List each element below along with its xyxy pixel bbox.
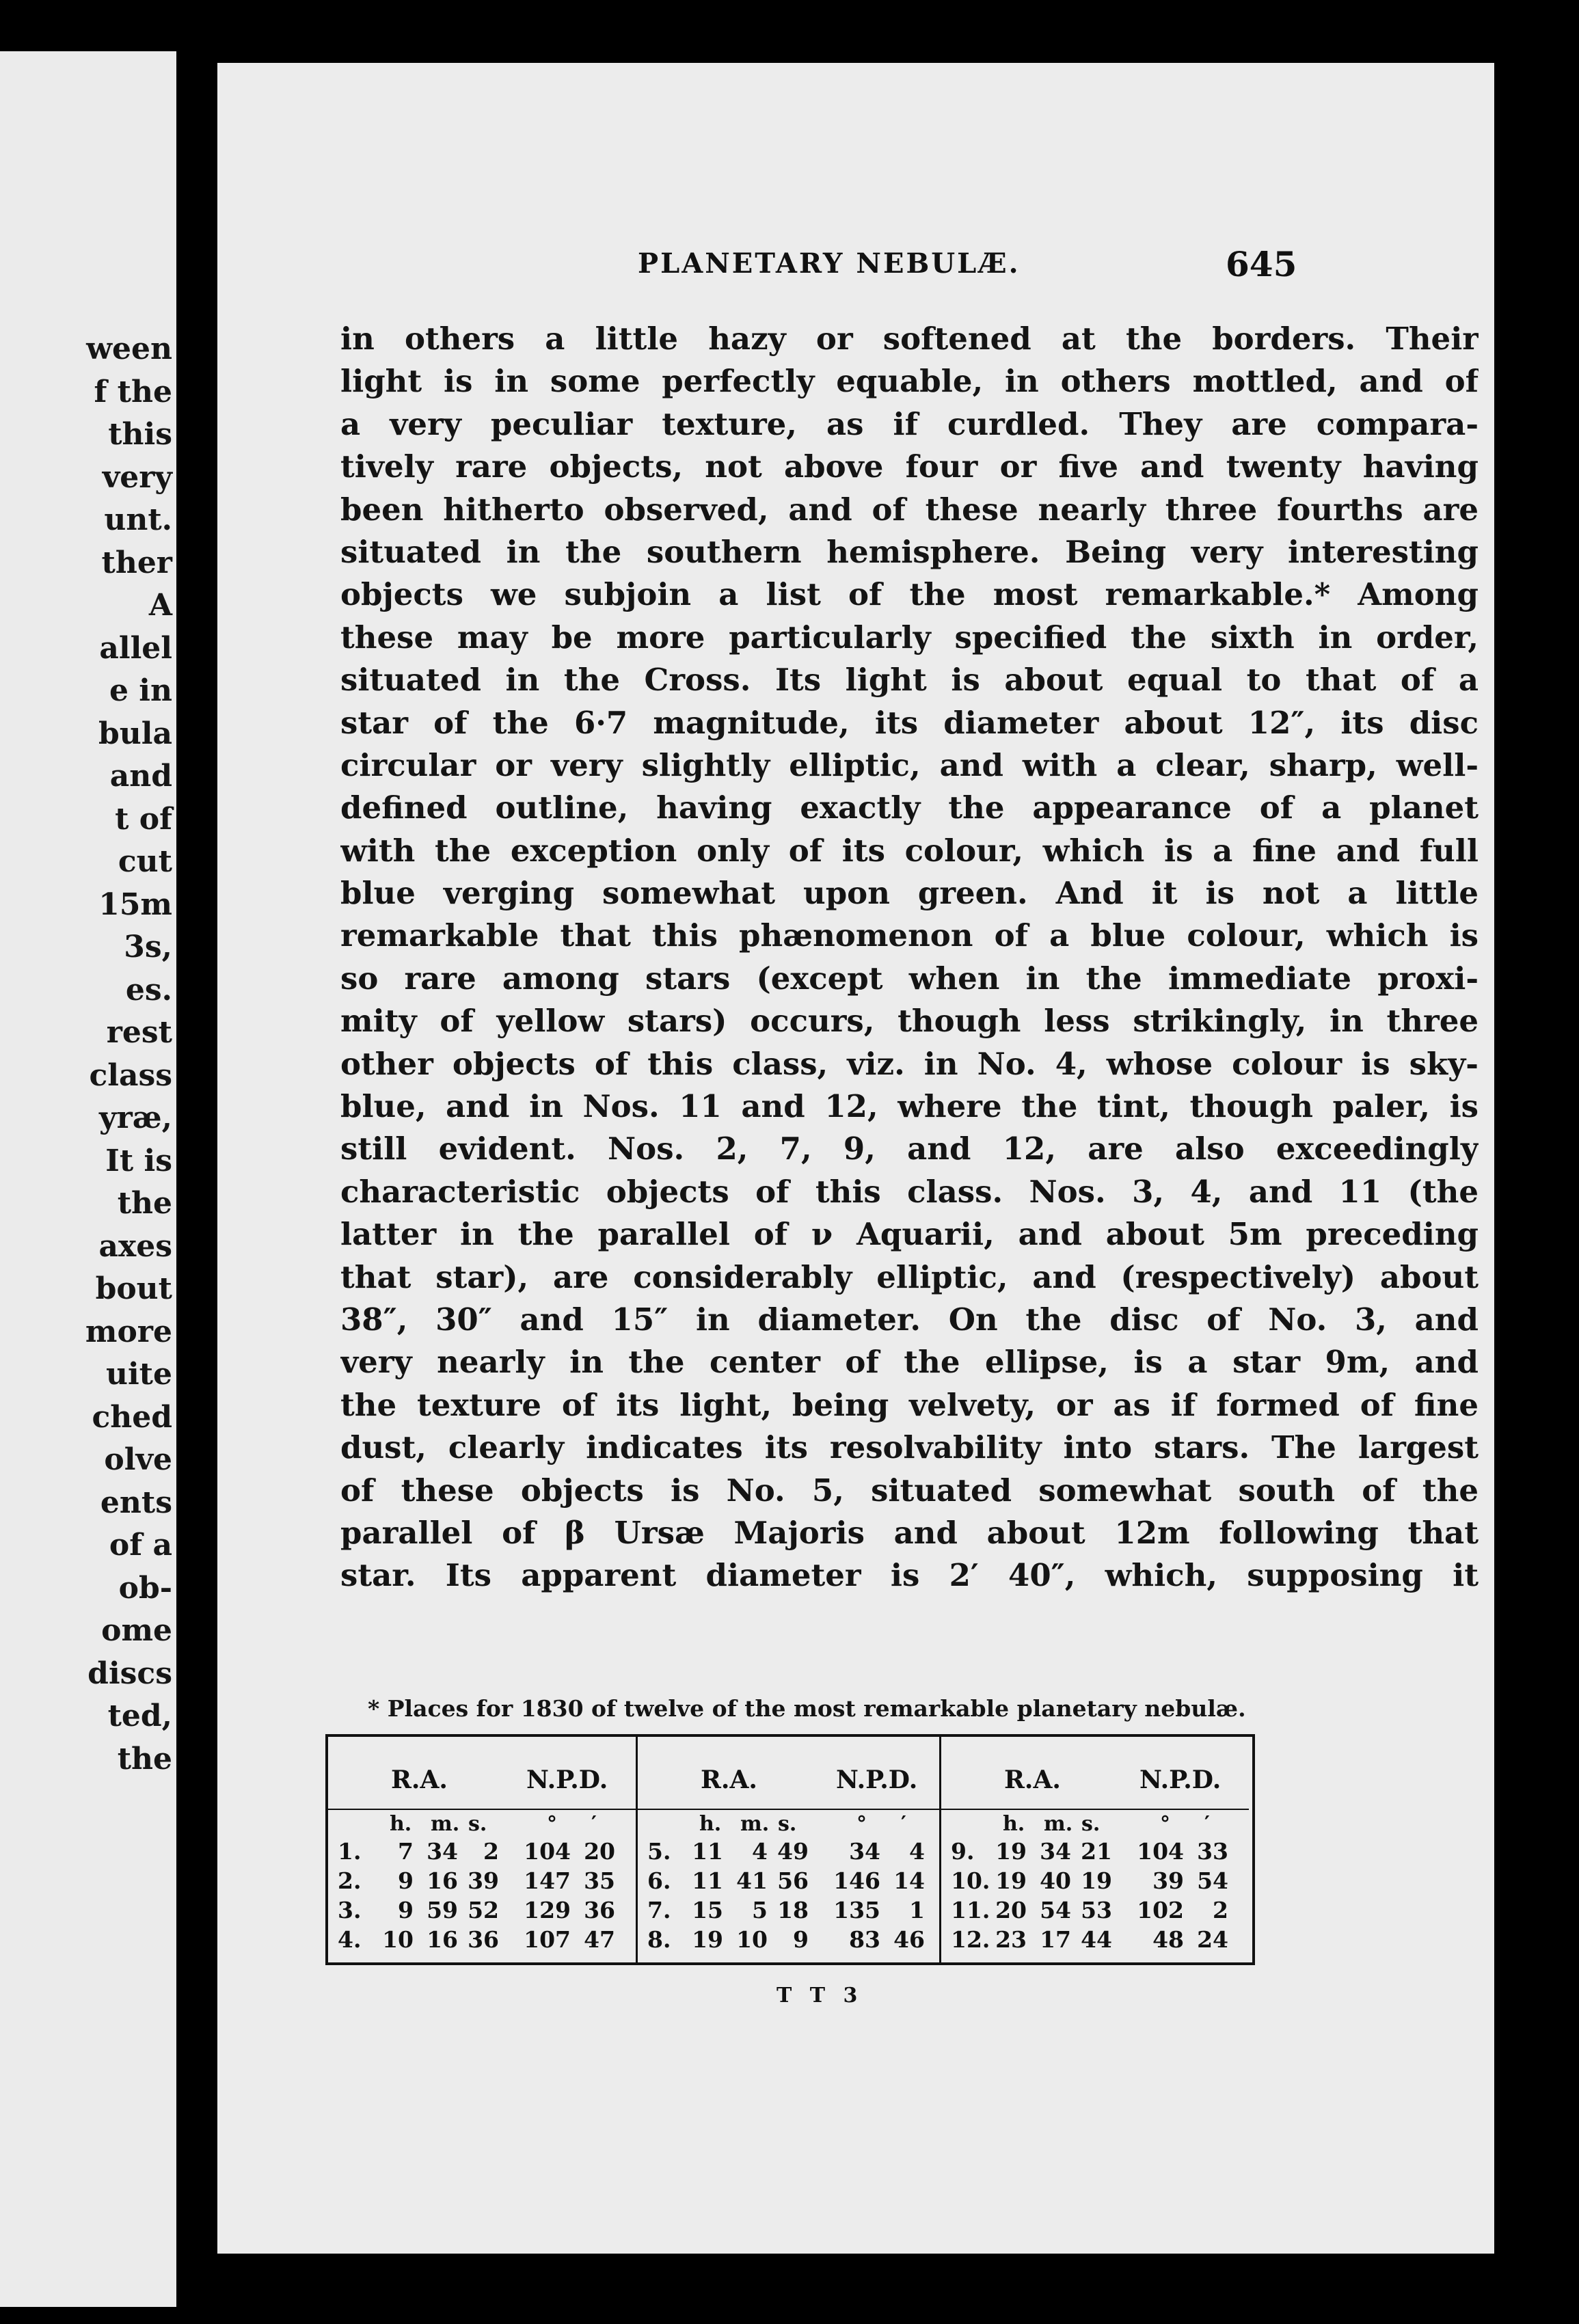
row-number: 6. (647, 1867, 671, 1894)
text-line: circular or very slightly elliptic, and with a clear, sharp, well- (340, 746, 1479, 783)
facing-page-text: bula (98, 716, 172, 751)
text-line: been hitherto observed, and of these nearly three fourths are (340, 491, 1479, 528)
facing-page-text: ched (92, 1399, 172, 1435)
text-line: that star), are considerably elliptic, and (respectively) about (340, 1258, 1479, 1295)
row-number: 2. (338, 1867, 362, 1894)
facing-page-text: rest (106, 1015, 172, 1050)
text-line: mity of yellow stars) occurs, though less strikingly, in three (340, 1003, 1479, 1040)
text-line: with the exception only of its colour, which is a fine and full (340, 832, 1479, 869)
header-npd: N.P.D. (836, 1766, 918, 1794)
footnote: * Places for 1830 of twelve of the most remarkable planetary nebulæ. (368, 1695, 1246, 1722)
facing-page-text: yræ, (99, 1100, 172, 1135)
ra-seconds: 9 (793, 1926, 809, 1953)
header-ra: R.A. (391, 1766, 448, 1794)
row-number: 11. (951, 1897, 990, 1923)
ra-minutes: 16 (427, 1926, 458, 1953)
ra-minutes: 17 (1040, 1926, 1071, 1953)
text-line: parallel of β Ursæ Majoris and about 12m following that (340, 1514, 1479, 1551)
header-ra: R.A. (701, 1766, 757, 1794)
npd-degrees: 39 (1152, 1867, 1184, 1894)
facing-page-text: ents (100, 1485, 172, 1520)
unit-arcmin: ′ (591, 1812, 597, 1836)
npd-degrees: 147 (524, 1867, 571, 1894)
facing-page-text: the (117, 1741, 172, 1776)
row-number: 4. (338, 1926, 362, 1953)
header-ra: R.A. (1004, 1766, 1061, 1794)
table-units-row (638, 1812, 941, 1837)
ra-minutes: 5 (752, 1897, 768, 1923)
table-units-row (941, 1812, 1249, 1837)
text-line: star of the 6·7 magnitude, its diameter about 12″, its disc (340, 704, 1479, 741)
table-header (941, 1737, 1249, 1810)
facing-page-fragment (0, 51, 176, 2307)
text-line: 38″, 30″ and 15″ in diameter. On the disc of No. 3, and (340, 1301, 1479, 1338)
unit-seconds: s. (778, 1812, 797, 1836)
facing-page-text: bout (95, 1271, 172, 1306)
npd-arcmin: 54 (1197, 1867, 1228, 1894)
row-number: 12. (951, 1926, 990, 1953)
facing-page-text: the (117, 1186, 172, 1221)
npd-arcmin: 4 (909, 1838, 925, 1865)
facing-page-text: ome (101, 1613, 172, 1648)
nebulae-table (325, 1734, 1255, 1965)
row-number: 10. (951, 1867, 990, 1894)
ra-hours: 9 (398, 1897, 414, 1923)
table-row (328, 1897, 636, 1926)
text-line: objects we subjoin a list of the most remarkable.* Among (340, 576, 1479, 613)
facing-page-text: 15m (98, 887, 172, 922)
table-header (638, 1737, 941, 1810)
ra-hours: 23 (995, 1926, 1027, 1953)
unit-arcmin: ′ (901, 1812, 906, 1836)
row-number: 5. (647, 1838, 671, 1865)
page-number: 645 (1226, 244, 1297, 284)
unit-hours: h. (1003, 1812, 1025, 1836)
npd-arcmin: 35 (584, 1867, 615, 1894)
table-row (941, 1838, 1249, 1867)
text-line: the texture of its light, being velvety, or as if formed of fine (340, 1386, 1479, 1423)
table-row (638, 1838, 941, 1867)
text-line: light is in some perfectly equable, in others mottled, and of (340, 363, 1479, 400)
npd-arcmin: 33 (1197, 1838, 1228, 1865)
npd-arcmin: 24 (1197, 1926, 1228, 1953)
ra-hours: 7 (398, 1838, 414, 1865)
ra-hours: 10 (382, 1926, 414, 1953)
facing-page-text: very (102, 459, 172, 495)
table-row (328, 1867, 636, 1897)
npd-arcmin: 14 (893, 1867, 925, 1894)
npd-degrees: 129 (524, 1897, 571, 1923)
ra-hours: 9 (398, 1867, 414, 1894)
row-number: 8. (647, 1926, 671, 1953)
text-line: tively rare objects, not above four or five and twenty having (340, 448, 1479, 485)
text-line: still evident. Nos. 2, 7, 9, and 12, are also exceedingly (340, 1131, 1479, 1167)
unit-minutes: m. (1044, 1812, 1073, 1836)
scan-border (1494, 58, 1579, 2273)
ra-minutes: 40 (1040, 1867, 1071, 1894)
text-line: these may be more particularly specified the sixth in order, (340, 619, 1479, 656)
facing-page-text: uite (105, 1357, 172, 1392)
text-line: very nearly in the center of the ellipse, is a star 9m, and (340, 1344, 1479, 1381)
ra-minutes: 59 (427, 1897, 458, 1923)
ra-minutes: 34 (1040, 1838, 1071, 1865)
facing-page-text: discs (87, 1656, 172, 1691)
facing-page-text: ween (86, 332, 172, 366)
table-header (328, 1737, 636, 1810)
running-head (217, 244, 1494, 302)
ra-seconds: 53 (1081, 1897, 1112, 1923)
text-line: star. Its apparent diameter is 2′ 40″, which, supposing it (340, 1557, 1479, 1594)
table-row (328, 1926, 636, 1956)
facing-page-text: of a (109, 1528, 172, 1563)
ra-minutes: 4 (752, 1838, 768, 1865)
printer-signature: T T 3 (777, 1984, 863, 2008)
table-row (941, 1926, 1249, 1956)
unit-arcmin: ′ (1204, 1812, 1210, 1836)
npd-degrees: 102 (1137, 1897, 1184, 1923)
facing-page-text: this (108, 417, 172, 452)
text-line: situated in the Cross. Its light is about equal to that of a (340, 662, 1479, 699)
unit-degrees: ° (547, 1812, 557, 1836)
table-column-group (636, 1737, 941, 1962)
facing-page-text: ob- (118, 1570, 172, 1606)
row-number: 1. (338, 1838, 362, 1865)
facing-page-text: It is (105, 1143, 172, 1178)
unit-hours: h. (390, 1812, 412, 1836)
ra-minutes: 16 (427, 1867, 458, 1894)
ra-seconds: 49 (777, 1838, 809, 1865)
ra-seconds: 36 (468, 1926, 499, 1953)
facing-page-text: allel (99, 630, 172, 666)
book-page (217, 63, 1494, 2254)
ra-seconds: 52 (468, 1897, 499, 1923)
facing-page-text: and (109, 759, 172, 794)
ra-seconds: 56 (777, 1867, 809, 1894)
unit-seconds: s. (1081, 1812, 1101, 1836)
ra-hours: 11 (692, 1867, 723, 1894)
npd-degrees: 104 (524, 1838, 571, 1865)
row-number: 3. (338, 1897, 362, 1923)
facing-page-text: f the (94, 374, 172, 409)
facing-page-text: olve (104, 1442, 172, 1477)
body-text (340, 318, 1479, 1597)
ra-hours: 15 (692, 1897, 723, 1923)
ra-minutes: 10 (736, 1926, 768, 1953)
facing-page-text: class (89, 1057, 172, 1093)
facing-page-text: 3s, (124, 930, 172, 964)
facing-page-text: unt. (104, 502, 172, 537)
table-column-group (939, 1737, 1249, 1962)
header-npd: N.P.D. (526, 1766, 608, 1794)
table-row (638, 1926, 941, 1956)
ra-minutes: 34 (427, 1838, 458, 1865)
text-line: characteristic objects of this class. Nos. 3, 4, and 11 (the (340, 1173, 1479, 1210)
npd-degrees: 48 (1152, 1926, 1184, 1953)
npd-degrees: 34 (849, 1838, 880, 1865)
npd-degrees: 135 (833, 1897, 880, 1923)
npd-arcmin: 2 (1213, 1897, 1228, 1923)
ra-hours: 20 (995, 1897, 1027, 1923)
table-row (941, 1867, 1249, 1897)
npd-degrees: 104 (1137, 1838, 1184, 1865)
ra-minutes: 41 (736, 1867, 768, 1894)
npd-arcmin: 1 (909, 1897, 925, 1923)
table-rows (638, 1838, 941, 1956)
book-gutter (176, 0, 217, 2324)
facing-page-text: cut (118, 844, 172, 879)
text-line: blue verging somewhat upon green. And it is not a little (340, 875, 1479, 912)
table-row (638, 1897, 941, 1926)
text-line: remarkable that this phænomenon of a blue colour, which is (340, 917, 1479, 954)
table-column-group (328, 1737, 636, 1962)
row-number: 9. (951, 1838, 975, 1865)
unit-degrees: ° (856, 1812, 867, 1836)
ra-seconds: 44 (1081, 1926, 1112, 1953)
ra-seconds: 19 (1081, 1867, 1112, 1894)
table-row (328, 1838, 636, 1867)
facing-page-text: more (85, 1314, 172, 1349)
npd-degrees: 83 (849, 1926, 880, 1953)
ra-minutes: 54 (1040, 1897, 1071, 1923)
ra-seconds: 39 (468, 1867, 499, 1894)
ra-hours: 19 (995, 1838, 1027, 1865)
npd-arcmin: 36 (584, 1897, 615, 1923)
unit-degrees: ° (1160, 1812, 1170, 1836)
ra-hours: 19 (692, 1926, 723, 1953)
text-line: so rare among stars (except when in the immediate proxi- (340, 960, 1479, 997)
facing-page-text: ted, (107, 1699, 172, 1733)
facing-page-text: A (148, 588, 172, 623)
table-rows (941, 1838, 1249, 1956)
text-line: other objects of this class, viz. in No. 4, whose colour is sky- (340, 1045, 1479, 1082)
text-line: blue, and in Nos. 11 and 12, where the tint, though paler, is (340, 1088, 1479, 1125)
table-row (941, 1897, 1249, 1926)
facing-page-text: ther (101, 545, 172, 580)
table-rows (328, 1838, 636, 1956)
npd-arcmin: 20 (584, 1838, 615, 1865)
ra-seconds: 2 (483, 1838, 499, 1865)
ra-hours: 19 (995, 1867, 1027, 1894)
unit-minutes: m. (431, 1812, 460, 1836)
text-line: defined outline, having exactly the appearance of a planet (340, 789, 1479, 826)
row-number: 7. (647, 1897, 671, 1923)
text-line: a very peculiar texture, as if curdled. They are compara- (340, 405, 1479, 442)
npd-arcmin: 46 (893, 1926, 925, 1953)
ra-hours: 11 (692, 1838, 723, 1865)
unit-hours: h. (699, 1812, 722, 1836)
unit-minutes: m. (740, 1812, 770, 1836)
facing-page-text: e in (109, 673, 172, 708)
text-line: in others a little hazy or softened at the borders. Their (340, 321, 1479, 357)
text-line: latter in the parallel of ν Aquarii, and about 5m preceding (340, 1216, 1479, 1253)
table-units-row (328, 1812, 636, 1837)
ra-seconds: 18 (777, 1897, 809, 1923)
npd-degrees: 146 (833, 1867, 880, 1894)
text-line: dust, clearly indicates its resolvability into stars. The largest (340, 1429, 1479, 1466)
npd-arcmin: 47 (584, 1926, 615, 1953)
npd-degrees: 107 (524, 1926, 571, 1953)
text-line: of these objects is No. 5, situated somewhat south of the (340, 1472, 1479, 1509)
facing-page-text: axes (98, 1228, 172, 1264)
table-row (638, 1867, 941, 1897)
header-npd: N.P.D. (1139, 1766, 1222, 1794)
text-line: situated in the southern hemisphere. Being very interesting (340, 533, 1479, 570)
ra-seconds: 21 (1081, 1838, 1112, 1865)
running-head-title: PLANETARY NEBULÆ. (638, 247, 1021, 280)
unit-seconds: s. (468, 1812, 487, 1836)
facing-page-text: t of (115, 801, 172, 837)
facing-page-text: es. (125, 972, 172, 1008)
